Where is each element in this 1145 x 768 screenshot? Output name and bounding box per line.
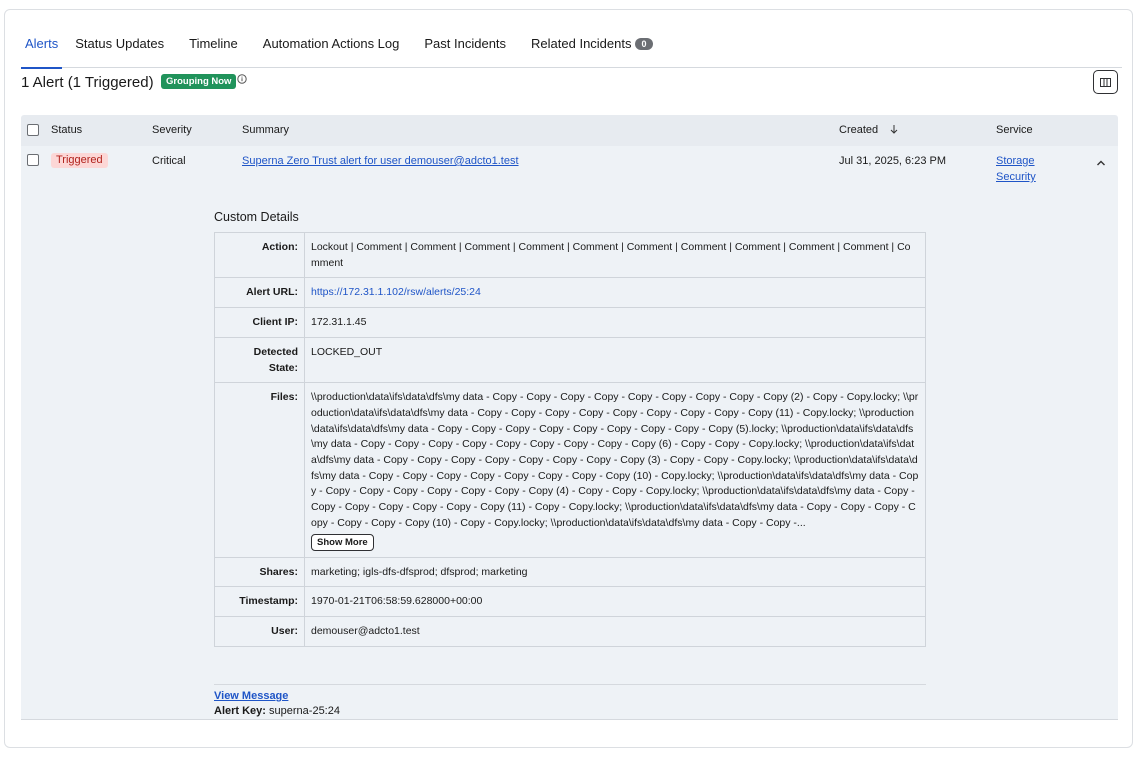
custom-details-table [214,232,926,647]
details-row-action [215,233,926,278]
files-value: \\production\data\ifs\data\dfs\my data - Copy - Copy - Copy - Copy - Copy - Copy - Copy - Copy - Copy (2) - Copy - Copy.locky; \\production\data\ifs\data\dfs\my data - Copy - Copy - Copy - Copy - Copy - Copy - Copy - Copy - Copy (11) - Copy.locky; \\production\data\ifs\data\dfs\my data - Copy - Copy - Copy - Copy - Copy - Copy - Copy - Copy - Copy (5).locky; \\production\data\ifs\data\dfs\my data - Copy - Copy - Copy - Copy - Copy - Copy - Copy - Copy - Copy (6) - Copy - Copy - Copy.locky; \\production\data\ifs\data\dfs\my data - Copy - Copy - Copy - Copy - Copy - Copy - Copy - Copy (3) - Copy - Copy - Copy.locky; \\production\data\ifs\data\dfs\my data - Copy - Copy - Copy - Copy - Copy - Copy - Copy - Copy (10) - Copy.locky; \\production\data\ifs\data\dfs\my data - Copy - Copy - Copy - Copy - Copy - Copy - Copy - Copy (4) - Copy - Copy - Copy.locky; \\production\data\ifs\data\dfs\my data - Copy - Copy - Copy - Copy - Copy - Copy - Copy (11) - Copy - Copy.locky; \\production\data\ifs\data\dfs\my data - Copy - Copy - Copy - Copy - Copy - Copy - Copy (10) - Copy - Copy.locky; \\production\data\ifs\data\dfs\my data - Copy - Copy -... [311,391,919,529]
custom-details-title: Custom Details [214,210,299,224]
details-divider [214,684,926,685]
alert-key [214,705,340,717]
details-key: Client IP: [215,308,305,338]
tab-past-incidents[interactable]: Past Incidents [424,36,507,51]
column-settings-button[interactable] [1093,70,1118,94]
column-header-summary[interactable]: Summary [242,124,290,136]
column-header-status[interactable]: Status [51,124,83,136]
sort-descending-icon [889,124,899,134]
details-key: Shares: [215,557,305,587]
chevron-up-icon[interactable] [1096,159,1106,167]
details-row-alert-url [215,278,926,308]
details-key: Files: [215,383,305,557]
tab-related-incidents[interactable] [531,32,664,68]
view-message-link[interactable]: View Message [214,690,289,702]
service-link-security[interactable]: Security [996,171,1036,183]
severity-value: Critical [152,155,186,167]
status-badge: Triggered [51,153,108,168]
show-more-button[interactable]: Show More [311,534,374,551]
details-value: marketing; igls-dfs-dfsprod; dfsprod; marketing [305,557,926,587]
row-select-checkbox[interactable] [27,154,39,166]
alert-summary-link[interactable]: Superna Zero Trust alert for user demouser@adcto1.test [242,155,519,167]
related-incidents-count-badge: 0 [635,38,652,50]
alerts-table-header [21,115,1118,146]
details-row-detected-state [215,337,926,382]
select-all-checkbox[interactable] [27,124,39,136]
alert-row [21,146,1118,720]
column-header-created-label: Created [839,124,879,136]
service-link-storage[interactable]: Storage [996,155,1035,167]
grouping-now-badge: Grouping Now [161,74,236,89]
details-key: Timestamp: [215,587,305,617]
details-value: LOCKED_OUT [305,337,926,382]
details-value: 172.31.1.45 [305,308,926,338]
details-key: User: [215,616,305,646]
details-key: Alert URL: [215,278,305,308]
details-row-user [215,616,926,646]
details-row-timestamp [215,587,926,617]
details-row-shares [215,557,926,587]
alert-key-value: superna-25:24 [269,705,340,717]
tab-bar [21,32,1122,68]
tab-status-updates[interactable]: Status Updates [75,36,165,51]
tab-timeline[interactable]: Timeline [189,36,238,51]
details-row-client-ip [215,308,926,338]
tab-related-incidents-label: Related Incidents [531,36,632,51]
info-circle-icon[interactable] [237,74,247,84]
alert-url-link[interactable]: https://172.31.1.102/rsw/alerts/25:24 [311,286,481,299]
columns-icon [1100,78,1111,87]
created-value: Jul 31, 2025, 6:23 PM [839,155,947,167]
tab-alerts[interactable]: Alerts [21,32,62,68]
details-row-files [215,383,926,557]
alert-key-label: Alert Key: [214,705,266,717]
details-value: Lockout | Comment | Comment | Comment | Comment | Comment | Comment | Comment | Comment | Comment | Comment | Comment [305,233,926,278]
column-header-severity[interactable]: Severity [152,124,192,136]
details-key: Detected State: [215,337,305,382]
alerts-card [4,9,1133,748]
tab-automation-actions-log[interactable]: Automation Actions Log [262,36,400,51]
alerts-count-title: 1 Alert (1 Triggered) [21,74,154,91]
details-value: demouser@adcto1.test [305,616,926,646]
details-key: Action: [215,233,305,278]
details-value: 1970-01-21T06:58:59.628000+00:00 [305,587,926,617]
column-header-created[interactable] [839,115,899,146]
column-header-service[interactable]: Service [996,124,1033,136]
